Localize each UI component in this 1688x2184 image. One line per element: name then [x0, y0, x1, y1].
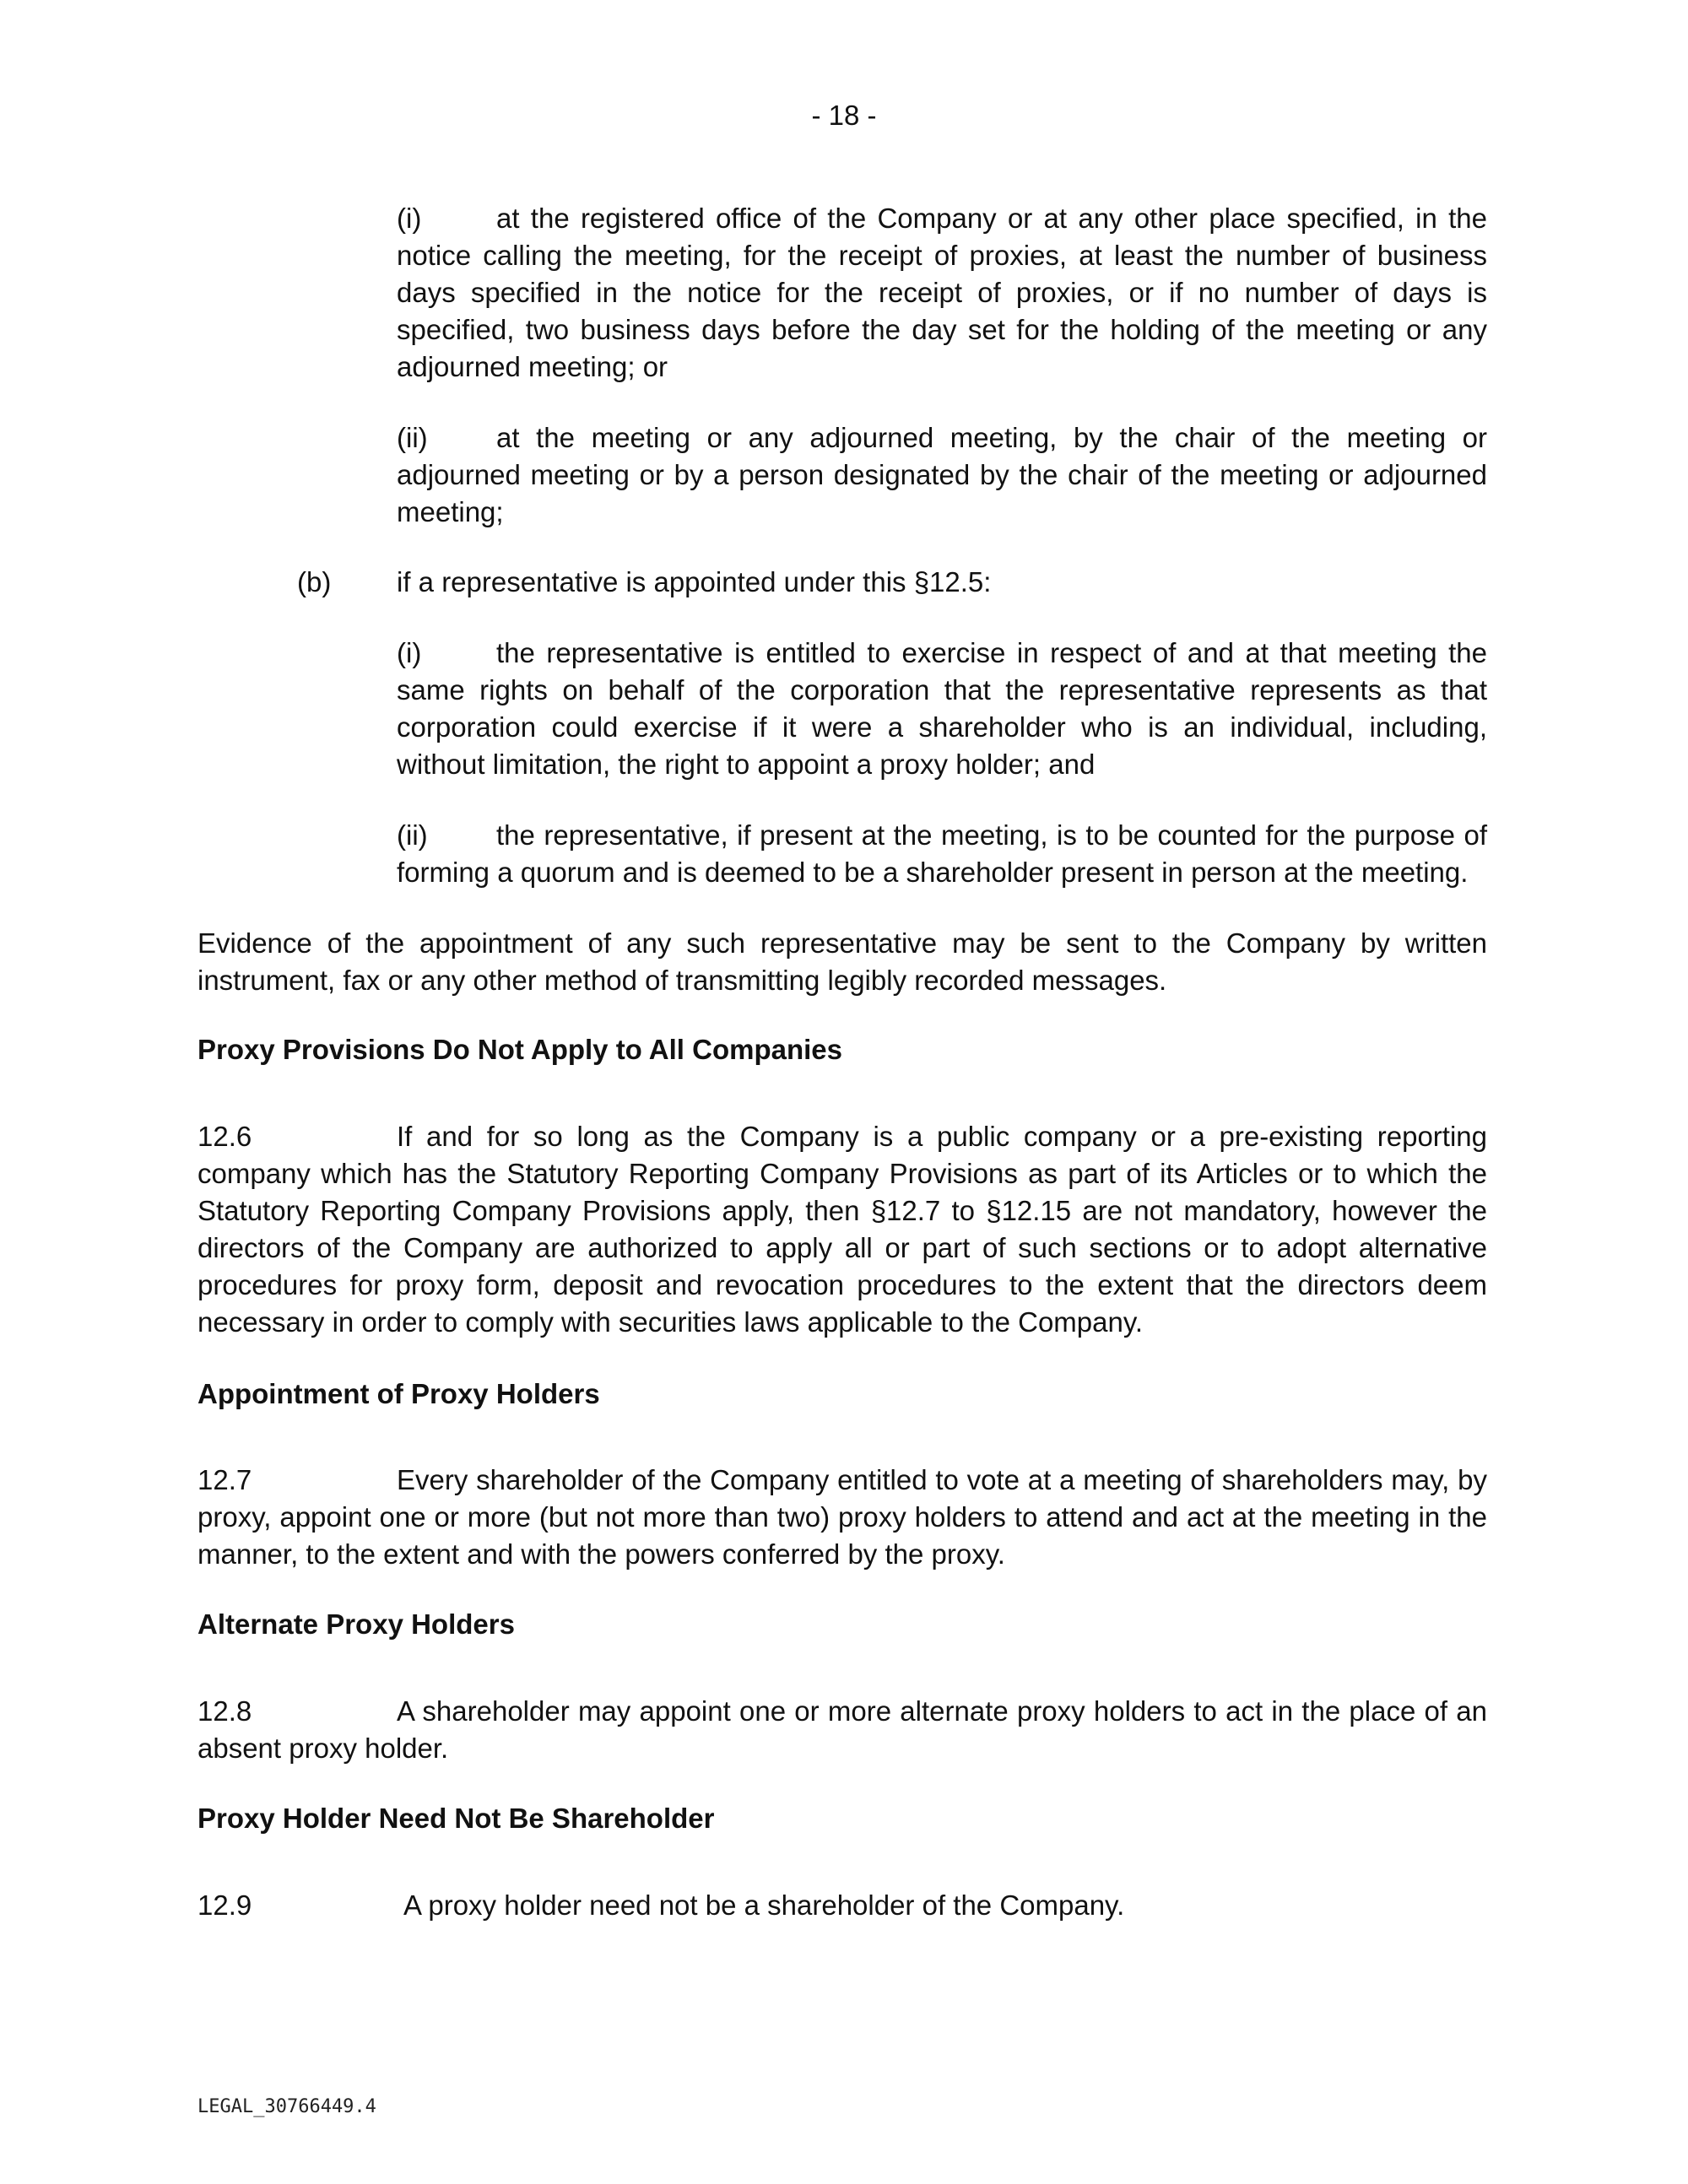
- section-number-12-7: 12.7: [197, 1464, 252, 1495]
- section-number-12-8: 12.8: [197, 1695, 252, 1727]
- section-12-7-paragraph: [197, 1462, 1487, 1573]
- clause-a-ii-text: at the meeting or any adjourned meeting, by the chair of the meeting or adjourned meeting or by a person designated by the chair of the meeting or adjourned meeting;: [397, 422, 1487, 527]
- section-heading-12-7: Appointment of Proxy Holders: [197, 1378, 600, 1409]
- clause-a-i-label: (i): [397, 203, 422, 234]
- document-id-footer: LEGAL_30766449.4: [197, 2096, 376, 2117]
- clause-b-ii-label: (ii): [397, 819, 428, 851]
- section-number-12-9: 12.9: [197, 1889, 252, 1921]
- section-12-7-text: Every shareholder of the Company entitled to vote at a meeting of shareholders may, by proxy, appoint one or more (but not more than two) proxy holders to attend and act at the meeting in the manner, to the extent and with the powers conferred by the proxy.: [197, 1464, 1487, 1570]
- clause-a-ii-label: (ii): [397, 422, 428, 453]
- section-heading-12-9: Proxy Holder Need Not Be Shareholder: [197, 1803, 715, 1834]
- section-12-8-text: A shareholder may appoint one or more alternate proxy holders to act in the place of an absent proxy holder.: [197, 1695, 1487, 1764]
- evidence-paragraph: Evidence of the appointment of any such representative may be sent to the Company by written instrument, fax or any other method of transmitting legibly recorded messages.: [197, 927, 1487, 996]
- section-12-6-paragraph: [197, 1118, 1487, 1341]
- section-12-6-text: If and for so long as the Company is a public company or a pre-existing reporting company which has the Statutory Reporting Company Provisions as part of its Articles or to which the Statutory Reporting Company Provisions apply, then §12.7 to §12.15 are not mandatory, however the directors of the Company are authorized to apply all or part of such sections or to adopt alternative procedures for proxy form, deposit and revocation procedures to the extent that the directors deem necessary in order to comply with securities laws applicable to the Company.: [197, 1121, 1487, 1338]
- page-number: - 18 -: [811, 100, 877, 131]
- section-12-8-paragraph: [197, 1693, 1487, 1767]
- clause-b-ii-text: the representative, if present at the meeting, is to be counted for the purpose of forming a quorum and is deemed to be a shareholder present in person at the meeting.: [397, 819, 1487, 888]
- clause-b-i: [397, 635, 1487, 783]
- section-12-9-text: A proxy holder need not be a shareholder of the Company.: [403, 1889, 1125, 1921]
- clause-b-ii: [397, 817, 1487, 891]
- section-12-9-paragraph: [197, 1887, 1487, 1924]
- clause-b-i-label: (i): [397, 637, 422, 668]
- clause-b-text: if a representative is appointed under this §12.5:: [397, 566, 992, 597]
- section-heading-12-8: Alternate Proxy Holders: [197, 1608, 515, 1640]
- clause-a-i: [397, 200, 1487, 386]
- clause-b-label: (b): [297, 566, 332, 597]
- section-number-12-6: 12.6: [197, 1121, 252, 1152]
- clause-b-i-text: the representative is entitled to exercise in respect of and at that meeting the same rights on behalf of the corporation that the representative represents as that corporation could exercise if it were a shareholder who is an individual, including, without limitation, the right to appoint a proxy holder; and: [397, 637, 1487, 780]
- clause-a-ii: [397, 419, 1487, 531]
- clause-a-i-text: at the registered office of the Company or at any other place specified, in the notice calling the meeting, for the receipt of proxies, at least the number of business days specified in the notice for the receipt of proxies, or if no number of days is specified, two business days before the day set for the holding of the meeting or any adjourned meeting; or: [397, 203, 1487, 382]
- section-heading-12-6: Proxy Provisions Do Not Apply to All Companies: [197, 1034, 842, 1065]
